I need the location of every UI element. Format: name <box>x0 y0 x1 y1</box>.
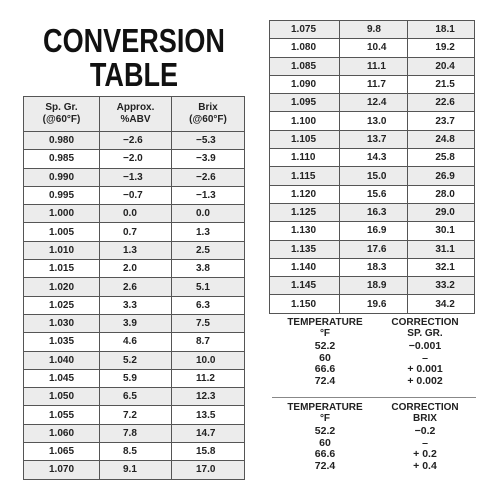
sp-gr-cell: 1.130 <box>270 222 340 240</box>
abv-cell: 2.6 <box>100 278 172 296</box>
brix-cell: 25.8 <box>408 149 475 167</box>
header-brix <box>172 97 245 132</box>
header-abv <box>100 97 172 132</box>
abv-cell: 9.8 <box>339 21 407 39</box>
table-row <box>24 461 245 479</box>
sp-gr-cell: 1.100 <box>270 112 340 130</box>
brix-cell: 32.1 <box>408 258 475 276</box>
correction-value: + 0.001 <box>407 363 443 375</box>
abv-cell: −2.0 <box>100 150 172 168</box>
table-row <box>24 406 245 424</box>
abv-cell: 0.0 <box>100 205 172 223</box>
sg-temp-header-line2: °F <box>319 328 331 339</box>
table-row <box>24 150 245 168</box>
table-row <box>24 278 245 296</box>
sp-gr-cell: 1.125 <box>270 203 340 221</box>
table-row <box>270 222 475 240</box>
sp-gr-cell: 1.085 <box>270 57 340 75</box>
sg-correction-table <box>275 317 475 387</box>
brix-cell: 29.0 <box>408 203 475 221</box>
table-row <box>270 94 475 112</box>
brix-cell: 11.2 <box>172 369 245 387</box>
brix-temp-header <box>275 402 375 424</box>
brix-correction-table <box>275 402 475 472</box>
abv-cell: 5.9 <box>100 369 172 387</box>
brix-cell: 14.7 <box>172 424 245 442</box>
table-row <box>270 57 475 75</box>
sp-gr-cell: 1.020 <box>24 278 100 296</box>
temperature-value: 66.6 <box>314 448 336 460</box>
abv-cell: 2.0 <box>100 260 172 278</box>
table-row <box>270 258 475 276</box>
table-row <box>270 295 475 313</box>
brix-cell: 20.4 <box>408 57 475 75</box>
sp-gr-cell: 1.045 <box>24 369 100 387</box>
abv-cell: 9.1 <box>100 461 172 479</box>
sg-temp-header <box>275 317 375 339</box>
sp-gr-cell: 1.135 <box>270 240 340 258</box>
sp-gr-cell: 1.070 <box>24 461 100 479</box>
abv-cell: 1.3 <box>100 241 172 259</box>
table-row <box>270 112 475 130</box>
abv-cell: 7.2 <box>100 406 172 424</box>
abv-cell: 0.7 <box>100 223 172 241</box>
table-row <box>270 75 475 93</box>
brix-corr-header-line1: CORRECTION <box>391 402 459 413</box>
brix-cell: 23.7 <box>408 112 475 130</box>
abv-cell: −0.7 <box>100 186 172 204</box>
temperature-value: 72.4 <box>314 374 336 387</box>
sp-gr-cell: 0.985 <box>24 150 100 168</box>
abv-cell: −2.6 <box>100 132 172 150</box>
header-brix-line1: Brix <box>198 102 218 113</box>
sp-gr-cell: 0.990 <box>24 168 100 186</box>
table-row <box>270 240 475 258</box>
brix-cell: 5.1 <box>172 278 245 296</box>
sg-corr-header <box>375 317 475 339</box>
correction-row <box>275 341 475 353</box>
table-row <box>270 21 475 39</box>
table-row <box>270 130 475 148</box>
page-title <box>42 24 226 92</box>
brix-cell: 0.0 <box>172 205 245 223</box>
abv-cell: 18.9 <box>339 277 407 295</box>
table-row <box>270 185 475 203</box>
brix-cell: 21.5 <box>408 75 475 93</box>
brix-cell: 1.3 <box>172 223 245 241</box>
abv-cell: 5.2 <box>100 351 172 369</box>
sp-gr-cell: 1.145 <box>270 277 340 295</box>
brix-cell: 7.5 <box>172 314 245 332</box>
correction-value: + 0.002 <box>407 374 443 387</box>
table-row <box>270 39 475 57</box>
abv-cell: 13.0 <box>339 112 407 130</box>
correction-value: −0.001 <box>408 340 442 352</box>
table-row <box>24 314 245 332</box>
correction-value: – <box>422 351 428 364</box>
sg-temp-header-line1: TEMPERATURE <box>287 317 363 328</box>
brix-cell: 2.5 <box>172 241 245 259</box>
sp-gr-cell: 1.090 <box>270 75 340 93</box>
brix-cell: 31.1 <box>408 240 475 258</box>
table-row <box>270 277 475 295</box>
brix-corr-header <box>375 402 475 424</box>
sg-corr-header-line2: SP. GR. <box>407 328 443 339</box>
table-row <box>270 149 475 167</box>
temperature-value: 60 <box>319 351 331 364</box>
correction-row <box>275 438 475 450</box>
abv-cell: 13.7 <box>339 130 407 148</box>
sp-gr-cell: 1.025 <box>24 296 100 314</box>
sg-correction-header <box>275 317 475 339</box>
brix-cell: 19.2 <box>408 39 475 57</box>
abv-cell: 16.3 <box>339 203 407 221</box>
correction-row <box>275 376 475 388</box>
abv-cell: 12.4 <box>339 94 407 112</box>
sp-gr-cell: 1.000 <box>24 205 100 223</box>
brix-correction-header <box>275 402 475 424</box>
table-row <box>24 260 245 278</box>
sg-corr-header-line1: CORRECTION <box>391 317 459 328</box>
brix-cell: 6.3 <box>172 296 245 314</box>
sg-correction-rows <box>275 341 475 387</box>
sp-gr-cell: 1.105 <box>270 130 340 148</box>
table-row <box>24 168 245 186</box>
brix-cell: 8.7 <box>172 333 245 351</box>
sp-gr-cell: 1.120 <box>270 185 340 203</box>
abv-cell: 4.6 <box>100 333 172 351</box>
abv-cell: 19.6 <box>339 295 407 313</box>
correction-row <box>275 449 475 461</box>
header-brix-line2: (@60°F) <box>189 114 227 125</box>
temperature-value: 72.4 <box>314 459 336 472</box>
table-row <box>24 333 245 351</box>
abv-cell: 8.5 <box>100 443 172 461</box>
brix-cell: 33.2 <box>408 277 475 295</box>
table-row <box>270 167 475 185</box>
abv-cell: 15.0 <box>339 167 407 185</box>
header-abv-line2: %ABV <box>120 114 151 125</box>
brix-cell: −3.9 <box>172 150 245 168</box>
brix-cell: −5.3 <box>172 132 245 150</box>
brix-corr-header-line2: BRIX <box>413 413 437 424</box>
brix-cell: 24.8 <box>408 130 475 148</box>
sp-gr-cell: 1.065 <box>24 443 100 461</box>
sp-gr-cell: 1.050 <box>24 388 100 406</box>
abv-cell: 16.9 <box>339 222 407 240</box>
conversion-table-left <box>23 96 245 480</box>
abv-cell: 15.6 <box>339 185 407 203</box>
header-row <box>24 97 245 132</box>
sp-gr-cell: 1.030 <box>24 314 100 332</box>
table-row <box>24 296 245 314</box>
abv-cell: 7.8 <box>100 424 172 442</box>
table-row <box>24 424 245 442</box>
abv-cell: 3.9 <box>100 314 172 332</box>
brix-cell: 15.8 <box>172 443 245 461</box>
abv-cell: 14.3 <box>339 149 407 167</box>
table-row <box>24 241 245 259</box>
table-row <box>270 203 475 221</box>
brix-cell: 22.6 <box>408 94 475 112</box>
correction-row <box>275 353 475 365</box>
brix-cell: 28.0 <box>408 185 475 203</box>
correction-row <box>275 364 475 376</box>
correction-value: + 0.2 <box>413 448 437 460</box>
sp-gr-cell: 1.005 <box>24 223 100 241</box>
correction-row <box>275 461 475 473</box>
sp-gr-cell: 1.055 <box>24 406 100 424</box>
table-row <box>24 223 245 241</box>
table-row <box>24 369 245 387</box>
brix-correction-rows <box>275 426 475 472</box>
sp-gr-cell: 1.150 <box>270 295 340 313</box>
brix-cell: 30.1 <box>408 222 475 240</box>
correction-divider <box>272 397 476 398</box>
brix-temp-header-line2: °F <box>319 413 331 424</box>
brix-cell: 12.3 <box>172 388 245 406</box>
brix-temp-header-line1: TEMPERATURE <box>287 402 363 413</box>
header-abv-line1: Approx. <box>116 102 155 113</box>
sp-gr-cell: 1.095 <box>270 94 340 112</box>
sp-gr-cell: 0.980 <box>24 132 100 150</box>
brix-cell: 10.0 <box>172 351 245 369</box>
table-row <box>24 132 245 150</box>
abv-cell: 17.6 <box>339 240 407 258</box>
brix-cell: −1.3 <box>172 186 245 204</box>
brix-cell: 17.0 <box>172 461 245 479</box>
title-line-1: CONVERSION <box>43 22 225 59</box>
sp-gr-cell: 1.040 <box>24 351 100 369</box>
header-sp-gr-line1: Sp. Gr. <box>45 102 78 113</box>
table-row <box>24 186 245 204</box>
sp-gr-cell: 1.035 <box>24 333 100 351</box>
table-row <box>24 443 245 461</box>
correction-value: −0.2 <box>414 425 436 437</box>
abv-cell: 11.1 <box>339 57 407 75</box>
sp-gr-cell: 1.010 <box>24 241 100 259</box>
sp-gr-cell: 0.995 <box>24 186 100 204</box>
brix-cell: 34.2 <box>408 295 475 313</box>
abv-cell: 10.4 <box>339 39 407 57</box>
title-line-2: TABLE <box>89 56 179 93</box>
temperature-value: 52.2 <box>314 340 336 352</box>
temperature-value: 60 <box>319 436 331 449</box>
header-sp-gr-line2: (@60°F) <box>42 114 81 125</box>
conversion-table-right <box>269 20 475 314</box>
sp-gr-cell: 1.110 <box>270 149 340 167</box>
brix-cell: 26.9 <box>408 167 475 185</box>
brix-cell: 13.5 <box>172 406 245 424</box>
sp-gr-cell: 1.140 <box>270 258 340 276</box>
header-sp-gr <box>24 97 100 132</box>
temperature-value: 52.2 <box>314 425 336 437</box>
table-row <box>24 388 245 406</box>
sp-gr-cell: 1.075 <box>270 21 340 39</box>
brix-cell: −2.6 <box>172 168 245 186</box>
sp-gr-cell: 1.115 <box>270 167 340 185</box>
abv-cell: 11.7 <box>339 75 407 93</box>
abv-cell: 3.3 <box>100 296 172 314</box>
table-row <box>24 205 245 223</box>
correction-row <box>275 426 475 438</box>
sp-gr-cell: 1.015 <box>24 260 100 278</box>
table-row <box>24 351 245 369</box>
brix-cell: 3.8 <box>172 260 245 278</box>
temperature-value: 66.6 <box>314 363 336 375</box>
sp-gr-cell: 1.080 <box>270 39 340 57</box>
sp-gr-cell: 1.060 <box>24 424 100 442</box>
abv-cell: 18.3 <box>339 258 407 276</box>
abv-cell: −1.3 <box>100 168 172 186</box>
brix-cell: 18.1 <box>408 21 475 39</box>
correction-value: – <box>422 436 428 449</box>
abv-cell: 6.5 <box>100 388 172 406</box>
correction-value: + 0.4 <box>413 459 437 472</box>
